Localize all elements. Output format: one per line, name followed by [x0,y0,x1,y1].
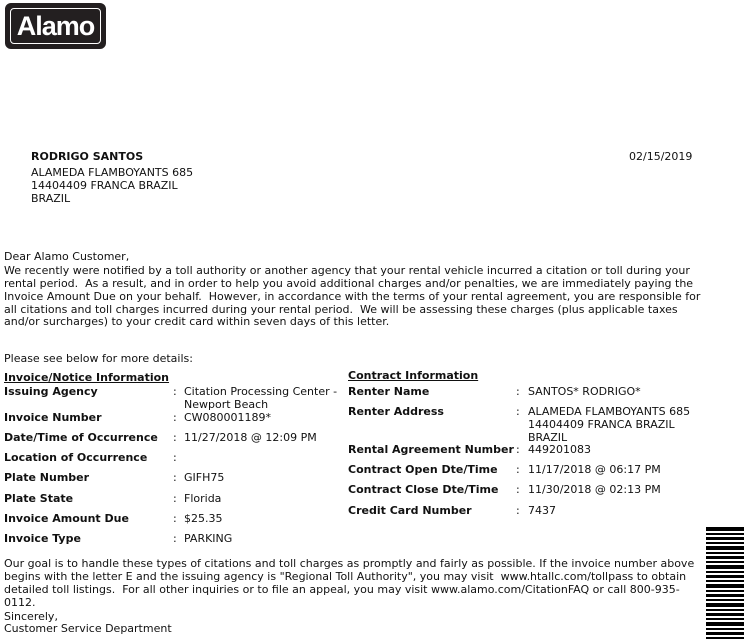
separator: : [173,532,177,545]
separator: : [173,451,177,464]
separator: : [173,471,177,484]
contract-value-credit-card: 7437 [528,504,556,517]
invoice-label-issuing-agency: Issuing Agency [4,385,98,398]
separator: : [516,483,520,496]
contract-label-renter-address: Renter Address [348,405,444,418]
alamo-logo [5,3,106,49]
invoice-label-invoice-number: Invoice Number [4,411,102,424]
intro-line: rental period. As a result, and in order to help you avoid additional charges and/or penalties, we are immediately paying the [4,277,694,290]
separator: : [516,504,520,517]
contract-value-renter-name: SANTOS* RODRIGO* [528,385,641,398]
greeting: Dear Alamo Customer, [4,250,130,263]
recipient-address-line: ALAMEDA FLAMBOYANTS 685 [31,166,194,179]
separator: : [516,443,520,456]
letter-date: 02/15/2019 [629,150,693,163]
closing-line: 0112. [4,596,36,609]
signature: Customer Service Department [4,622,172,635]
contract-value-open-datetime: 11/17/2018 @ 06:17 PM [528,463,661,476]
invoice-value-plate-state: Florida [184,492,222,505]
contract-label-agreement-number: Rental Agreement Number [348,443,514,456]
invoice-value-type: PARKING [184,532,233,545]
closing-line: begins with the letter E and the issuing agency is "Regional Toll Authority", you may visit www.htallc.com/tollpass to obtain [4,570,687,583]
contract-label-renter-name: Renter Name [348,385,430,398]
contract-section-heading: Contract Information [348,369,479,382]
invoice-value-issuing-agency: Citation Processing Center - Newport Beach [184,385,338,411]
separator: : [173,492,177,505]
separator: : [173,431,177,444]
invoice-value-date-time: 11/27/2018 @ 12:09 PM [184,431,317,444]
invoice-label-amount-due: Invoice Amount Due [4,512,129,525]
barcode-icon [706,527,744,642]
separator: : [173,385,177,398]
separator: : [516,385,520,398]
details-intro: Please see below for more details: [4,352,193,365]
invoice-label-plate-number: Plate Number [4,471,90,484]
intro-line: and/or surcharges) to your credit card within seven days of this letter. [4,315,390,328]
contract-label-credit-card: Credit Card Number [348,504,472,517]
invoice-label-date-time: Date/Time of Occurrence [4,431,158,444]
closing-line: Our goal is to handle these types of citations and toll charges as promptly and fairly as possible. If the invoice number above [4,557,695,570]
invoice-section-heading: Invoice/Notice Information [4,371,170,384]
invoice-value-invoice-number: CW080001189* [184,411,272,424]
contract-value-close-datetime: 11/30/2018 @ 02:13 PM [528,483,661,496]
recipient-address-line: 14404409 FRANCA BRAZIL [31,179,178,192]
contract-value-agreement-number: 449201083 [528,443,591,456]
intro-line: all citations and toll charges incurred during your rental period. We will be assessing these charges (plus applicable taxes [4,303,678,316]
invoice-label-location: Location of Occurrence [4,451,148,464]
closing-line: detailed toll listings. For all other inquiries or to file an appeal, you may visit www.alamo.com/CitationFAQ or call 800-935- [4,583,680,596]
recipient-name: RODRIGO SANTOS [31,150,144,163]
logo-text: Alamo [16,11,95,41]
separator: : [173,512,177,525]
recipient-address-line: BRAZIL [31,192,71,205]
intro-line: Invoice Amount Due on your behalf. However, in accordance with the terms of your rental agreement, you are responsible for [4,290,701,303]
invoice-label-type: Invoice Type [4,532,81,545]
contract-label-open-datetime: Contract Open Dte/Time [348,463,498,476]
invoice-value-plate-number: GIFH75 [184,471,225,484]
logo-frame [10,8,101,44]
separator: : [173,411,177,424]
intro-line: We recently were notified by a toll authority or another agency that your rental vehicle incurred a citation or toll during your [4,264,690,277]
invoice-value-amount-due: $25.35 [184,512,223,525]
separator: : [516,405,520,418]
invoice-label-plate-state: Plate State [4,492,74,505]
signoff: Sincerely, [4,610,58,623]
contract-label-close-datetime: Contract Close Dte/Time [348,483,499,496]
contract-value-renter-address: ALAMEDA FLAMBOYANTS 685 14404409 FRANCA BRAZIL BRAZIL [528,405,691,444]
separator: : [516,463,520,476]
